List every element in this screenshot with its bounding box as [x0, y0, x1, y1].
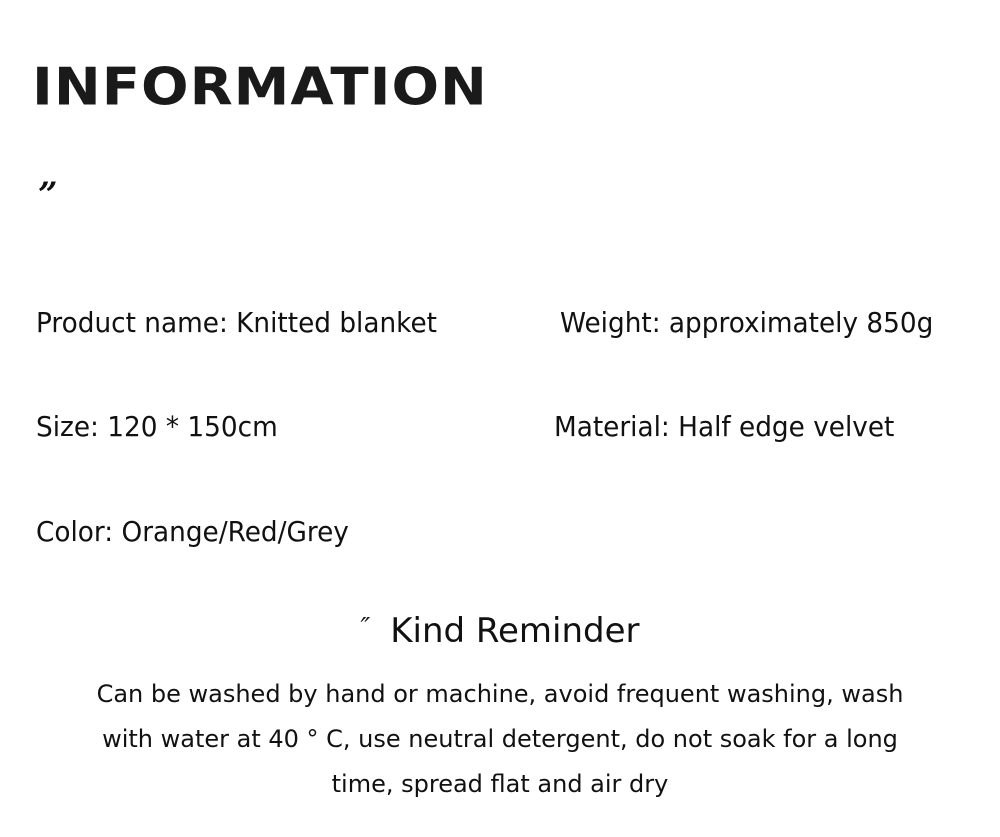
page-heading: INFORMATION — [32, 57, 488, 118]
reminder-quote-mark: ″ — [360, 613, 371, 643]
size-text: Size: 120 * 150cm — [36, 410, 278, 443]
reminder-title: Kind Reminder — [390, 611, 640, 651]
reminder-line: time, spread flat and air dry — [331, 770, 669, 798]
quote-mark: ” — [38, 175, 58, 215]
material-text: Material: Half edge velvet — [554, 410, 895, 443]
reminder-line: Can be washed by hand or machine, avoid frequent washing, wash — [96, 680, 904, 708]
product-name-text: Product name: Knitted blanket — [36, 306, 437, 339]
reminder-heading — [0, 611, 1000, 651]
reminder-line: with water at 40 ° C, use neutral detergent, do not soak for a long — [102, 725, 898, 753]
color-text: Color: Orange/Red/Grey — [36, 515, 349, 548]
weight-text: Weight: approximately 850g — [560, 306, 934, 339]
reminder-text — [60, 672, 940, 807]
